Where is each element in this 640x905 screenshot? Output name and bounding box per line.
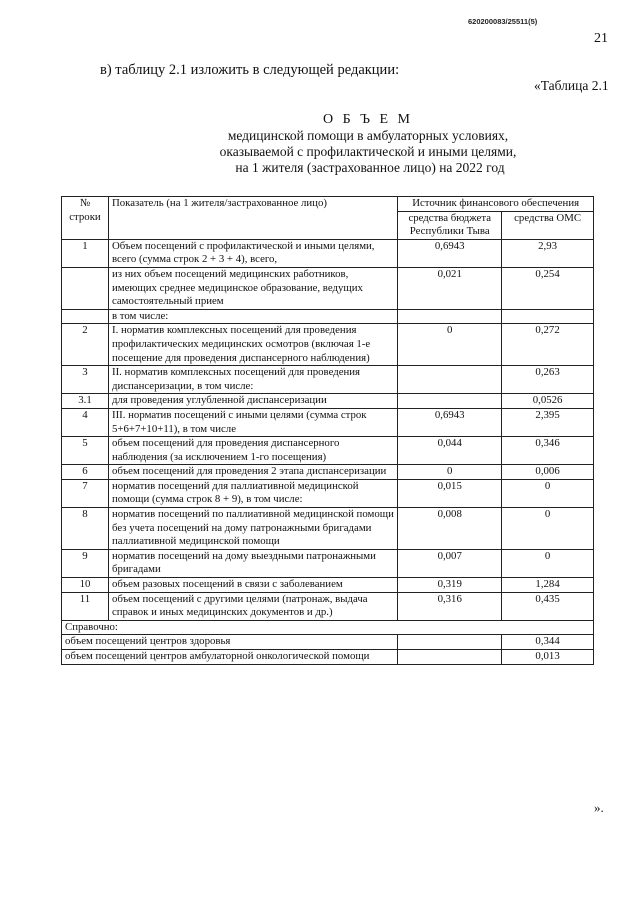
- row-budget: 0,316: [398, 592, 502, 620]
- table-row: [62, 408, 594, 436]
- row-num: 7: [62, 479, 109, 507]
- header-budget: средства бюджета Республики Тыва: [398, 211, 502, 239]
- row-oms: 0,346: [502, 437, 594, 465]
- document-id: 620200083/25511(5): [468, 17, 538, 26]
- row-oms: 2,395: [502, 408, 594, 436]
- reference-row: [62, 650, 594, 665]
- row-num: [62, 267, 109, 309]
- reference-label-row: [62, 620, 594, 635]
- row-budget: 0,044: [398, 437, 502, 465]
- header-indicator: Показатель (на 1 жителя/застрахованное лицо): [108, 197, 397, 240]
- row-indicator: норматив посещений для паллиативной медицинской помощи (сумма строк 8 + 9), в том числе:: [108, 479, 397, 507]
- header-num: № строки: [62, 197, 109, 240]
- header-row: [62, 197, 594, 212]
- row-budget: 0,6943: [398, 239, 502, 267]
- row-indicator: норматив посещений на дому выездными патронажными бригадами: [108, 549, 397, 577]
- row-indicator: для проведения углубленной диспансеризации: [108, 394, 397, 409]
- row-oms: 0,254: [502, 267, 594, 309]
- table-row: [62, 479, 594, 507]
- table-reference: «Таблица 2.1: [534, 78, 609, 93]
- title-line-3: оказываемой с профилактической и иными целями,: [219, 144, 517, 159]
- reference-label: Справочно:: [62, 620, 594, 635]
- row-num: 9: [62, 549, 109, 577]
- reference-indicator: объем посещений центров здоровья: [62, 635, 398, 650]
- row-num: 8: [62, 508, 109, 550]
- row-oms: 0,263: [502, 366, 594, 394]
- row-indicator: объем разовых посещений в связи с заболеванием: [108, 578, 397, 593]
- table-row: [62, 508, 594, 550]
- header-source: Источник финансового обеспечения: [398, 197, 594, 212]
- table-row: [62, 549, 594, 577]
- reference-budget: [398, 635, 502, 650]
- reference-indicator: объем посещений центров амбулаторной онкологической помощи: [62, 650, 398, 665]
- row-num: 3.1: [62, 394, 109, 409]
- row-indicator: Объем посещений с профилактической и иными целями, всего (сумма строк 2 + 3 + 4), всего,: [108, 239, 397, 267]
- intro-text: в) таблицу 2.1 изложить в следующей редакции:: [100, 62, 400, 78]
- title-line-1: О Б Ъ Е М: [322, 112, 414, 127]
- row-indicator: II. норматив комплексных посещений для проведения диспансеризации, в том числе:: [108, 366, 397, 394]
- row-indicator: объем посещений для проведения диспансерного наблюдения (за исключением 1-го посещения): [108, 437, 397, 465]
- row-num: 5: [62, 437, 109, 465]
- row-indicator: объем посещений для проведения 2 этапа диспансеризации: [108, 465, 397, 480]
- table-row: [62, 267, 594, 309]
- table-row: [62, 309, 594, 324]
- volume-table: [61, 196, 594, 665]
- row-budget: 0: [398, 324, 502, 366]
- table-row: [62, 437, 594, 465]
- row-budget: [398, 366, 502, 394]
- row-oms: [502, 309, 594, 324]
- table-row: [62, 578, 594, 593]
- row-oms: 0,272: [502, 324, 594, 366]
- table-row: [62, 366, 594, 394]
- row-budget: 0,008: [398, 508, 502, 550]
- row-num: [62, 309, 109, 324]
- row-budget: [398, 394, 502, 409]
- row-budget: 0: [398, 465, 502, 480]
- row-num: 10: [62, 578, 109, 593]
- table-row: [62, 394, 594, 409]
- table-row: [62, 465, 594, 480]
- reference-budget: [398, 650, 502, 665]
- row-oms: 0,0526: [502, 394, 594, 409]
- row-num: 2: [62, 324, 109, 366]
- row-budget: 0,007: [398, 549, 502, 577]
- row-num: 11: [62, 592, 109, 620]
- row-oms: 0: [502, 479, 594, 507]
- reference-oms: 0,013: [502, 650, 594, 665]
- row-oms: 0,435: [502, 592, 594, 620]
- row-oms: 0: [502, 549, 594, 577]
- row-oms: 0,006: [502, 465, 594, 480]
- row-budget: 0,015: [398, 479, 502, 507]
- row-indicator: I. норматив комплексных посещений для проведения профилактических медицинских осмотров (включая 1-е посещение для проведения диспансерного наблюдения): [108, 324, 397, 366]
- table-row: [62, 324, 594, 366]
- row-num: 3: [62, 366, 109, 394]
- row-indicator: III. норматив посещений с иными целями (сумма строк 5+6+7+10+11), в том числе: [108, 408, 397, 436]
- row-indicator: объем посещений с другими целями (патронаж, выдача справок и иных медицинских документов и др.): [108, 592, 397, 620]
- row-num: 1: [62, 239, 109, 267]
- closing-mark: ».: [594, 800, 604, 815]
- reference-row: [62, 635, 594, 650]
- row-oms: 1,284: [502, 578, 594, 593]
- row-num: 4: [62, 408, 109, 436]
- row-budget: 0,319: [398, 578, 502, 593]
- header-oms: средства ОМС: [502, 211, 594, 239]
- reference-oms: 0,344: [502, 635, 594, 650]
- title-line-2: медицинской помощи в амбулаторных условиях,: [227, 128, 509, 143]
- row-num: 6: [62, 465, 109, 480]
- title-line-4: на 1 жителя (застрахованное лицо) на 2022 год: [235, 160, 505, 175]
- table-title: [0, 112, 640, 176]
- row-oms: 2,93: [502, 239, 594, 267]
- row-indicator: норматив посещений по паллиативной медицинской помощи без учета посещений на дому патронажными бригадами паллиативной медицинской помощи: [108, 508, 397, 550]
- page-number: 21: [594, 31, 608, 46]
- row-indicator: из них объем посещений медицинских работников, имеющих среднее медицинское образование, ведущих самостоятельный прием: [108, 267, 397, 309]
- table-row: [62, 239, 594, 267]
- row-indicator: в том числе:: [108, 309, 397, 324]
- row-budget: 0,6943: [398, 408, 502, 436]
- row-budget: [398, 309, 502, 324]
- row-budget: 0,021: [398, 267, 502, 309]
- row-oms: 0: [502, 508, 594, 550]
- table-row: [62, 592, 594, 620]
